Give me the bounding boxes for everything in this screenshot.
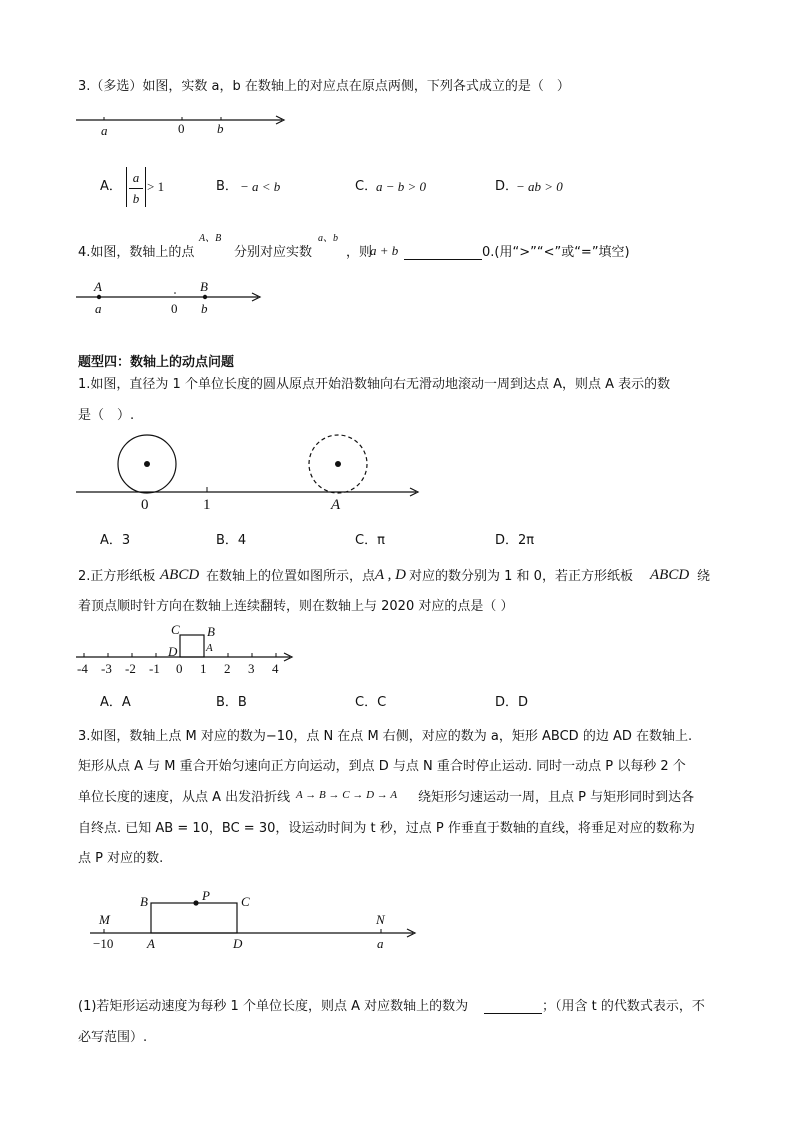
q3-label-a: a: [101, 123, 108, 138]
p3-line-2: 矩形从点 A 与 M 重合开始匀速向正方向运动，到点 D 与点 N 重合时停止运动. 同时一动点 P 以每秒 2 个: [78, 759, 686, 774]
p3-line-4: 自终点. 已知 AB = 10，BC = 30，设运动时间为 t 秒，过点 P 作垂直于数轴的直线，将垂足对应的数称为: [78, 821, 695, 836]
p3-label-P: P: [202, 888, 210, 903]
q3-option-b-expr: − a < b: [240, 179, 281, 194]
p3-label-C: C: [241, 894, 250, 909]
q3-option-b-letter: B．: [216, 179, 238, 194]
p1-label-A: A: [331, 497, 341, 513]
p1-option-c: C．π: [355, 533, 385, 548]
q3-option-d-expr: − ab > 0: [516, 179, 563, 194]
p2-option-d: D．D: [495, 695, 529, 710]
p2-tick-m1: -1: [149, 661, 160, 676]
p2-option-c: C．C: [355, 695, 387, 710]
p2-tick-m2: -2: [125, 661, 136, 676]
q3-option-d-letter: D．: [495, 179, 519, 194]
q3-stem: 3.（多选）如图，实数 a，b 在数轴上的对应点在原点两侧，下列各式成立的是（ ）: [78, 79, 570, 94]
p2-option-b: B．B: [216, 695, 247, 710]
p3-label-A: A: [147, 936, 155, 951]
p1-label-0: 0: [141, 497, 149, 513]
p3-label-D: D: [233, 936, 243, 951]
q4-text-4: 0.(用“>”“<”或“=”填空): [482, 245, 630, 260]
p2-line-1d: 绕: [697, 569, 711, 584]
q4-label-a: a: [95, 301, 102, 316]
q4-expr: a + b: [370, 243, 399, 258]
p3-label-N: N: [376, 912, 385, 927]
p3-line-3b: 绕矩形匀速运动一周，且点 P 与矩形同时到达各: [418, 790, 695, 805]
p2-sq-label-B: B: [207, 624, 215, 639]
p3-sub1-c: 必写范围）.: [78, 1030, 148, 1045]
q4-label-0: 0: [171, 301, 178, 316]
p1-option-d: D．2π: [495, 533, 535, 548]
q3-option-a-letter: A．: [100, 179, 122, 194]
q4-text-1: 4.如图，数轴上的点: [78, 245, 195, 260]
frac-numerator: a: [132, 170, 140, 185]
p3-label-M: M: [99, 912, 110, 927]
p3-label-a: a: [377, 936, 384, 951]
p2-sq-label-A: A: [206, 642, 213, 654]
p2-option-a: A．A: [100, 695, 131, 710]
q3-label-0: 0: [178, 121, 185, 136]
section-title: 题型四：数轴上的动点问题: [78, 355, 235, 370]
p3-line-3a: 单位长度的速度，从点 A 出发沿折线: [78, 790, 291, 805]
p2-abcd-1: ABCD: [160, 567, 200, 583]
p3-sub1-a: (1)若矩形运动速度为每秒 1 个单位长度，则点 A 对应数轴上的数为: [78, 999, 469, 1014]
p2-sq-label-D: D: [168, 644, 178, 659]
p3-path: A → B → C → D → A: [296, 789, 398, 801]
p2-line-1c: 对应的数分别为 1 和 0，若正方形纸板: [409, 569, 633, 584]
p2-line-1a: 2.正方形纸板: [78, 569, 156, 584]
q4-points: A、B: [199, 233, 222, 244]
q3-option-c-letter: C．: [355, 179, 378, 194]
p3-label-m10: −10: [93, 936, 114, 951]
q4-values: a、b: [318, 233, 338, 244]
p2-tick-0: 0: [176, 661, 183, 676]
q4-text-2: 分别对应实数: [234, 245, 313, 260]
frac-denominator: b: [132, 191, 140, 206]
p3-line-1: 3.如图，数轴上点 M 对应的数为−10，点 N 在点 M 右侧，对应的数为 a，矩形 ABCD 的边 AD 在数轴上.: [78, 729, 693, 744]
p2-tick-m3: -3: [101, 661, 112, 676]
p3-sub1-b: ；（用含 t 的代数式表示，不: [542, 999, 705, 1014]
p2-tick-m4: -4: [77, 661, 88, 676]
p2-tick-3: 3: [248, 661, 255, 676]
p3-label-B: B: [140, 894, 148, 909]
p2-line-1b: 在数轴上的位置如图所示，点: [206, 569, 376, 584]
p2-line-2: 着顶点顺时针方向在数轴上连续翻转，则在数轴上与 2020 对应的点是（ ）: [78, 599, 514, 614]
p2-tick-2: 2: [224, 661, 231, 676]
p1-option-b: B．4: [216, 533, 247, 548]
p3-line-5: 点 P 对应的数.: [78, 851, 164, 866]
q4-label-B: B: [200, 279, 208, 294]
p3-sub1-answer-blank[interactable]: [484, 998, 542, 1014]
q4-text-3: ，则: [346, 245, 373, 260]
p1-line-1: 1.如图，直径为 1 个单位长度的圆从原点开始沿数轴向右无滑动地滚动一周到达点 A，则点 A 表示的数: [78, 377, 671, 392]
p2-abcd-2: ABCD: [650, 567, 690, 583]
q3-option-a-rhs: > 1: [147, 179, 165, 194]
q4-label-A: A: [94, 279, 102, 294]
q3-option-c-expr: a − b > 0: [376, 179, 427, 194]
p1-option-a: A．3: [100, 533, 131, 548]
q3-label-b: b: [217, 121, 224, 136]
p2-tick-4: 4: [272, 661, 279, 676]
p2-ad: A , D: [375, 567, 406, 583]
p1-label-1: 1: [203, 497, 211, 513]
q4-label-b: b: [201, 301, 208, 316]
p1-line-2: 是（ ）.: [78, 408, 135, 423]
p2-tick-1: 1: [200, 661, 207, 676]
p2-sq-label-C: C: [171, 622, 180, 637]
